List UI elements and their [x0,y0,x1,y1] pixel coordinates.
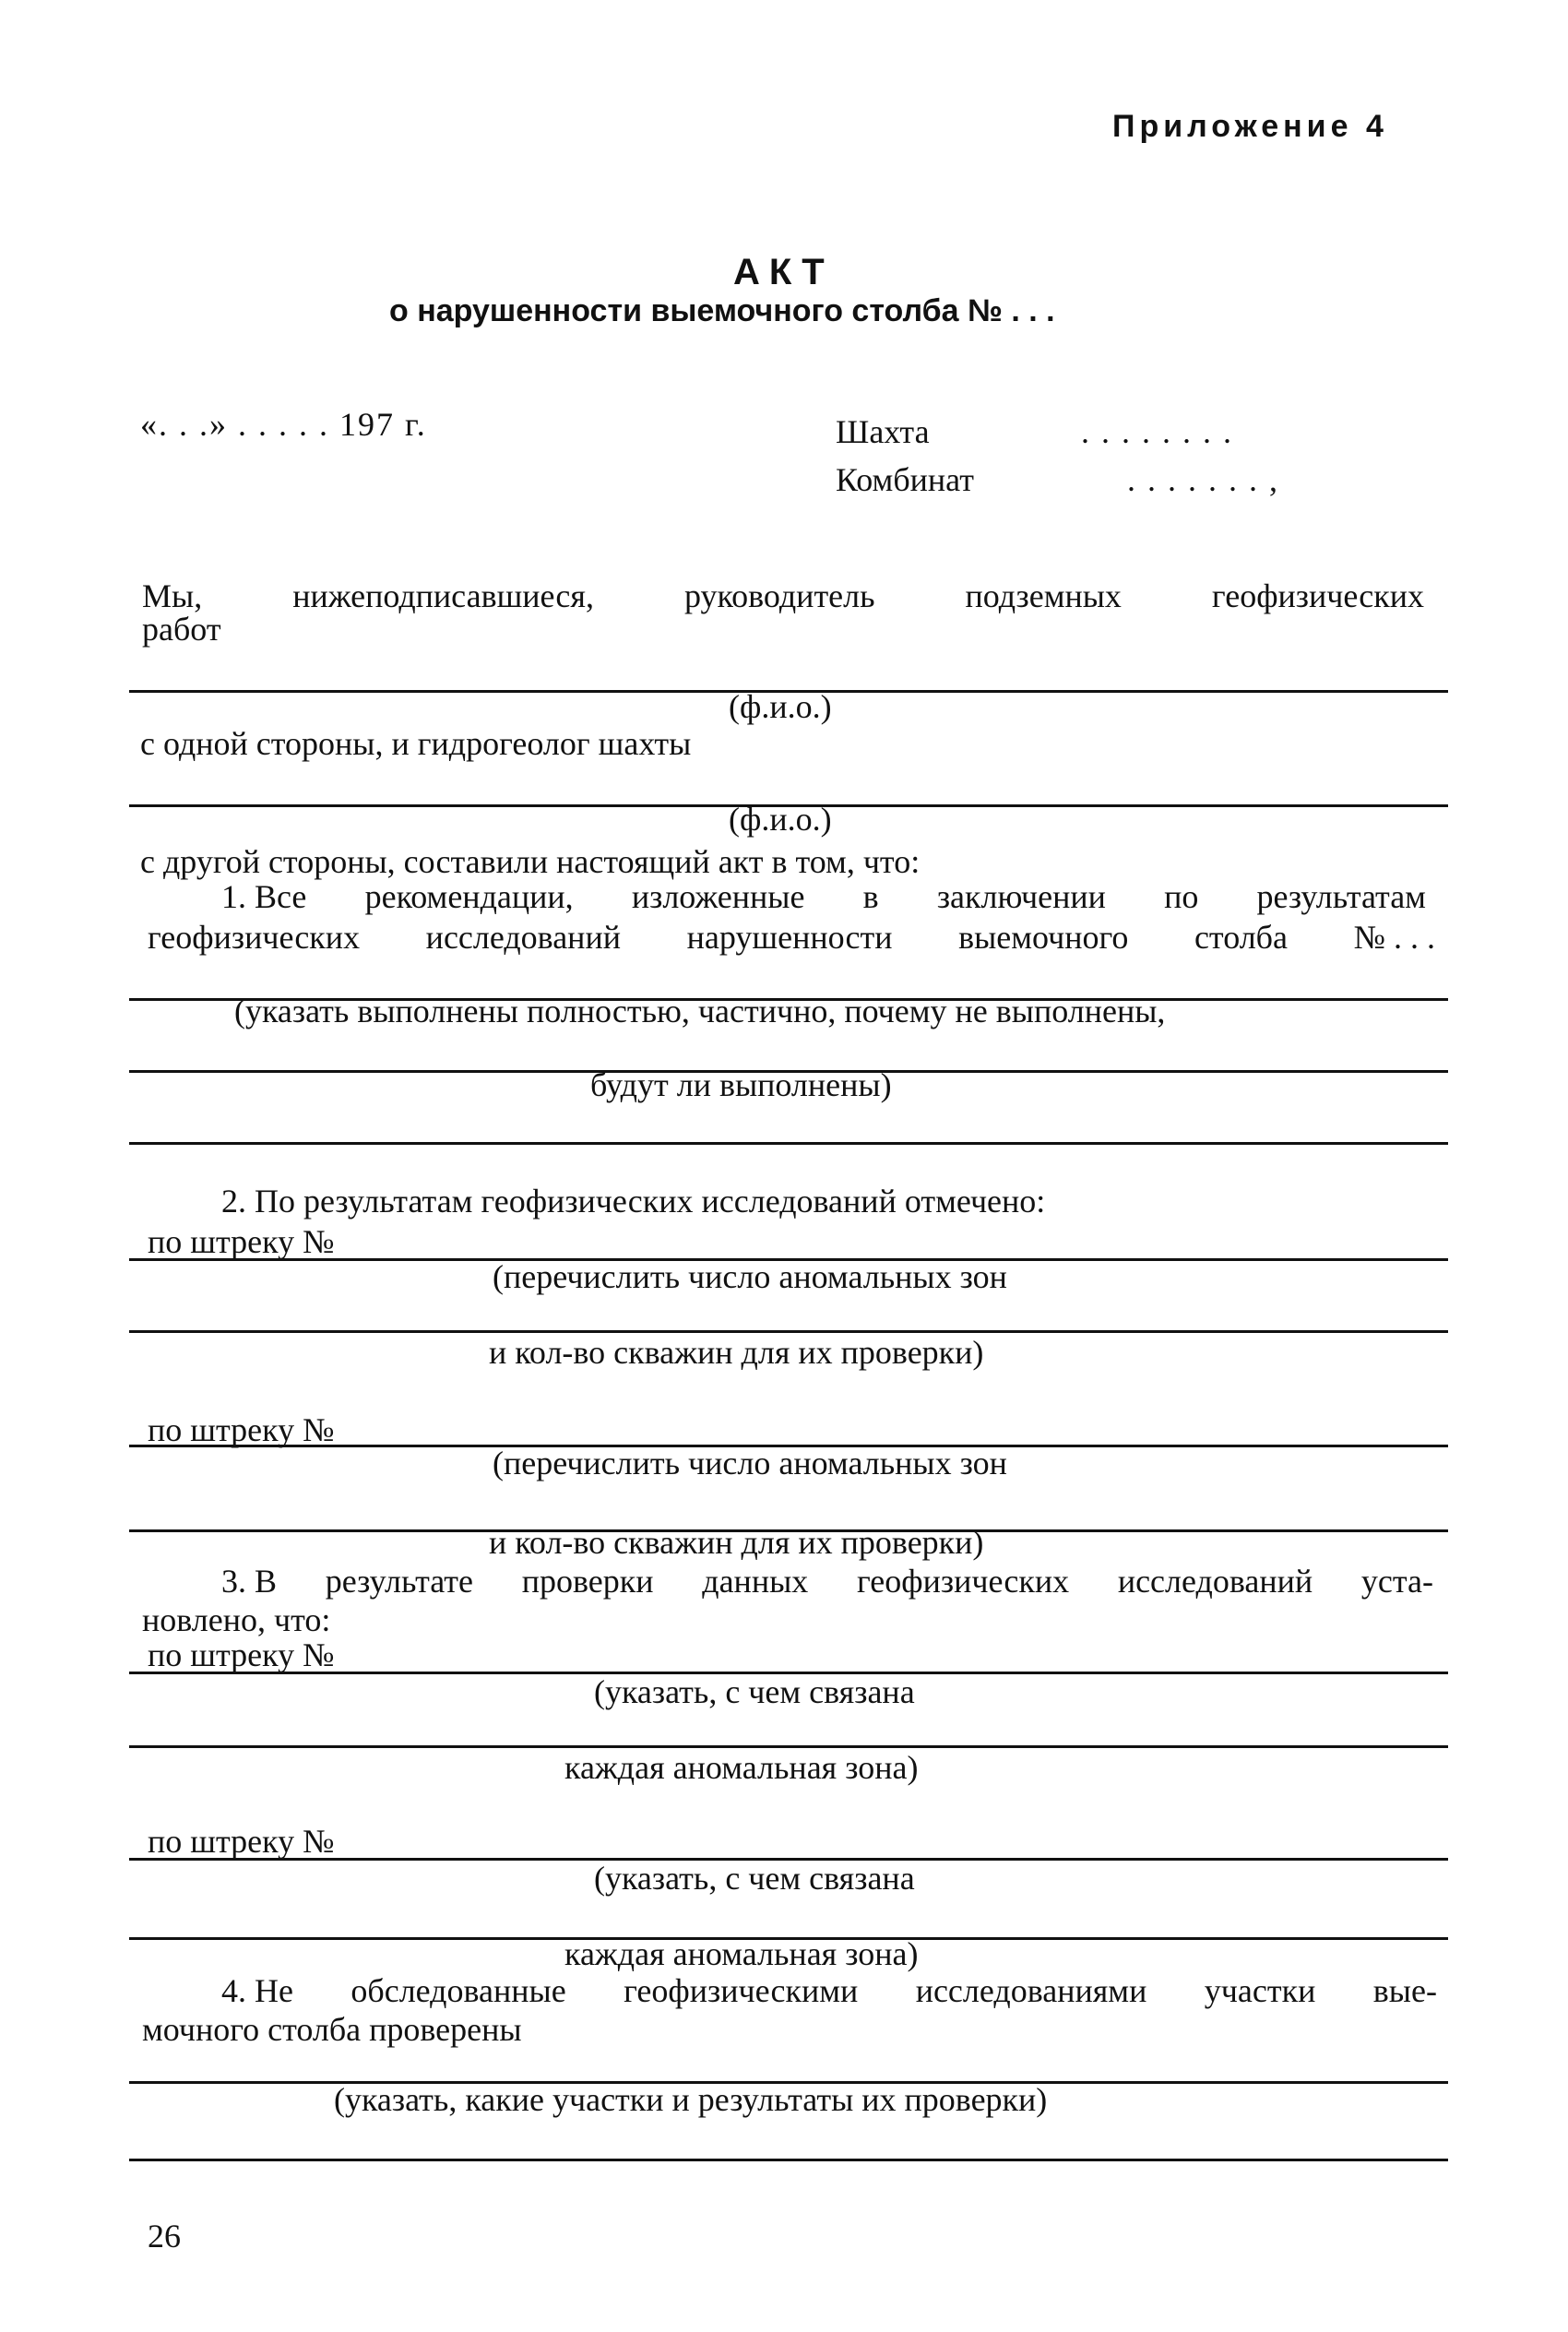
item1-word: результатам [1256,878,1426,915]
item4-word: вые- [1372,1972,1437,2009]
act-subtitle: о нарушенности выемочного столба № . . . [389,293,1055,328]
side-two-text: с другой стороны, составили настоящий акт в том, что: [140,843,921,880]
item3-continuation: новлено, что: [142,1601,331,1638]
item1-word: в [862,878,879,915]
item2-text: 2. По результатам геофизических исследований отмечено: [221,1183,1046,1220]
intro-word: нижеподписавшиеся, [292,577,594,614]
item2-drift-a: по штреку № [148,1223,335,1260]
item3-word: результате [325,1563,473,1600]
item1-word: выемочного [958,919,1129,956]
item4-line [221,1972,1437,2010]
fill-line-15 [129,2159,1448,2161]
item3-word: уста- [1360,1563,1433,1600]
mine-label: Шахта [836,413,930,450]
item1-word: по [1164,878,1199,915]
item4-word: исследованиями [915,1972,1147,2009]
item4-word: 4. Не [221,1972,293,2009]
page-number: 26 [148,2218,181,2255]
item1-word: изложенные [631,878,805,915]
item3-note-a1: (указать, с чем связана [594,1673,915,1710]
item2-note-a1: (перечислить число аномальных зон [493,1258,1007,1295]
fio-caption-1: (ф.и.о.) [729,688,832,725]
intro-word: подземных [965,577,1122,614]
date-line: «. . .» . . . . . 197 г. [140,406,427,443]
item4-word: геофизическими [624,1972,859,2009]
item3-word: данных [702,1563,809,1600]
appendix-label: Приложение 4 [1112,109,1388,144]
intro-line [142,577,1424,615]
item4-note: (указать, какие участки и результаты их проверки) [334,2081,1048,2118]
fill-line-7 [129,1330,1448,1333]
item1-line-2 [148,919,1435,957]
act-title: АКТ [733,252,834,292]
item4-word: участки [1204,1972,1316,2009]
mine-dots: . . . . . . . . [1081,413,1233,450]
kombinat-dots: . . . . . . . , [1127,461,1279,498]
item1-word: № . . . [1353,919,1435,956]
item1-note-1: (указать выполнены полностью, частично, почему не выполнены, [234,993,1166,1029]
item3-word: исследований [1117,1563,1313,1600]
item2-drift-b: по штреку № [148,1411,335,1448]
fill-line-11 [129,1745,1448,1748]
item3-word: проверки [521,1563,654,1600]
fill-line-5 [129,1142,1448,1145]
intro-continuation: работ [142,611,221,648]
kombinat-label: Комбинат [836,461,974,498]
fio-caption-2: (ф.и.о.) [729,801,832,838]
item2-note-a2: и кол-во скважин для их проверки) [489,1334,984,1371]
item3-note-b2: каждая аномальная зона) [564,1935,919,1972]
item1-word: исследований [425,919,621,956]
item1-word: столба [1194,919,1288,956]
intro-word: руководитель [683,577,875,614]
item1-word: нарушенности [686,919,893,956]
item1-line [221,878,1426,916]
item1-note-2: будут ли выполнены) [590,1066,892,1103]
item2-note-b1: (перечислить число аномальных зон [493,1445,1007,1481]
intro-word: Мы, [142,577,203,614]
item4-continuation: мочного столба проверены [142,2011,522,2048]
item2-note-b2: и кол-во скважин для их проверки) [489,1524,984,1561]
item3-word: 3. В [221,1563,278,1600]
item1-word: заключении [936,878,1106,915]
item3-line [221,1563,1433,1600]
item3-note-b1: (указать, с чем связана [594,1860,915,1897]
item1-word: рекомендации, [364,878,574,915]
item3-drift-b: по штреку № [148,1823,335,1860]
item3-drift-a: по штреку № [148,1636,335,1673]
item4-word: обследованные [350,1972,566,2009]
item3-word: геофизических [857,1563,1070,1600]
item1-word: 1. Все [221,878,307,915]
item3-note-a2: каждая аномальная зона) [564,1749,919,1786]
intro-word: геофизических [1211,577,1424,614]
side-one-text: с одной стороны, и гидрогеолог шахты [140,725,692,762]
item1-word: геофизических [148,919,361,956]
